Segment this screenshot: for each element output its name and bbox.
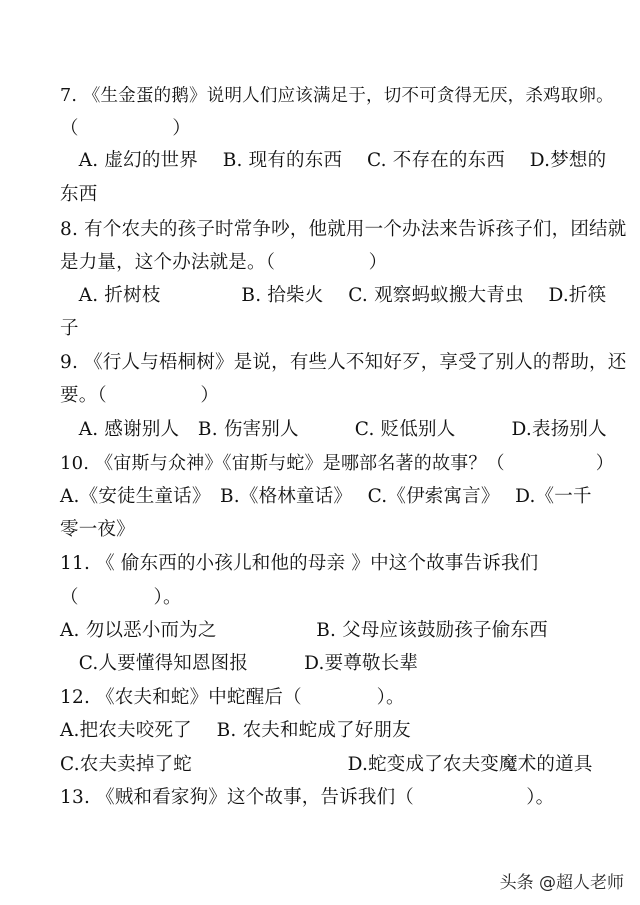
question-8-options: A. 折树枝 B. 拾柴火 C. 观察蚂蚁搬大青虫 D.折筷 — [60, 285, 607, 306]
question-11-stem: 11. 《 偷东西的小孩儿和他的母亲 》中这个故事告诉我们 — [60, 553, 539, 574]
question-13-stem: 13. 《贼和看家狗》这个故事，告诉我们（ ）。 — [60, 787, 555, 808]
question-12-options-cd: C.农夫卖掉了蛇 D.蛇变成了农夫变魔术的道具 — [60, 754, 593, 775]
question-11-options-cd: C.人要懂得知恩图报 D.要尊敬长辈 — [60, 653, 419, 674]
question-10-stem: 10. 《宙斯与众神》《宙斯与蛇》是哪部名著的故事？（ ） — [60, 453, 614, 474]
question-7-answer-blank: （ ） — [60, 118, 191, 139]
watermark-text: 头条 @超人老师 — [499, 873, 624, 893]
question-9-stem-cont: 要。（ ） — [60, 385, 220, 406]
question-7-options: A. 虚幻的世界 B. 现有的东西 C. 不存在的东西 D.梦想的 — [60, 150, 607, 171]
question-8-stem: 8. 有个农夫的孩子时常争吵，他就用一个办法来告诉孩子们，团结就 — [60, 219, 627, 240]
question-7-stem: 7. 《生金蛋的鹅》说明人们应该满足于，切不可贪得无厌，杀鸡取卵。 — [60, 86, 614, 106]
question-8-stem-cont: 是力量，这个办法就是。（ ） — [60, 252, 388, 273]
question-10-options-wrap: 零一夜》 — [60, 519, 135, 540]
question-12-options-ab: A.把农夫咬死了 B. 农夫和蛇成了好朋友 — [60, 720, 411, 741]
question-11-answer-blank: （ ）。 — [60, 587, 182, 608]
question-9-stem: 9. 《行人与梧桐树》是说，有些人不知好歹，享受了别人的帮助，还 — [60, 352, 627, 373]
question-7-options-wrap: 东西 — [60, 184, 98, 205]
question-11-options-ab: A. 勿以恶小而为之 B. 父母应该鼓励孩子偷东西 — [60, 620, 548, 641]
question-10-options: A.《安徒生童话》 B.《格林童话》 C.《伊索寓言》 D.《一千 — [60, 486, 592, 507]
question-12-stem: 12. 《农夫和蛇》中蛇醒后（ ）。 — [60, 687, 405, 708]
question-9-options: A. 感谢别人 B. 伤害别人 C. 贬低别人 D.表扬别人 — [60, 419, 607, 440]
question-8-options-wrap: 子 — [60, 318, 79, 339]
